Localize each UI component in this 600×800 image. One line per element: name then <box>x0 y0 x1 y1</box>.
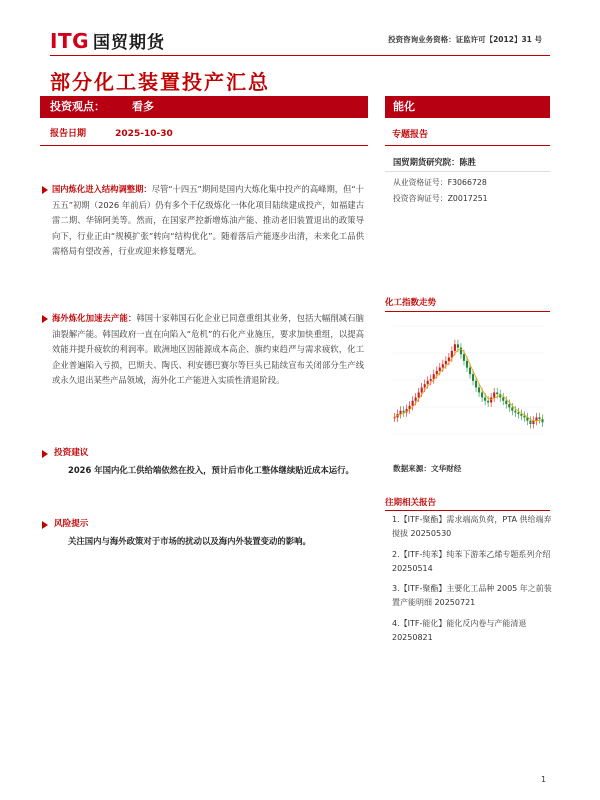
report-type: 专题报告 <box>392 130 429 140</box>
chart-candle <box>439 368 441 371</box>
chart-candle <box>427 381 429 384</box>
paragraph-heading: 海外炼化加速去产能： <box>52 313 137 323</box>
chart-candle <box>403 411 405 413</box>
license-text: 投资咨询业务资格：证监许可【2012】31 号 <box>388 35 542 44</box>
chart-candle <box>418 392 420 397</box>
qualification-label: 从业资格证号： <box>393 178 448 187</box>
sector-label: 能化 <box>393 100 415 113</box>
chart-candle <box>532 421 534 424</box>
paragraph-heading: 国内炼化进入结构调整期： <box>52 184 152 194</box>
company-logo <box>50 28 165 53</box>
qualification-value: F3066728 <box>447 178 487 187</box>
institute-divider <box>385 171 550 172</box>
bullet-icon <box>42 450 48 458</box>
chart-candle <box>505 401 507 404</box>
chart-candle <box>511 407 513 410</box>
paragraph-overseas <box>52 311 364 389</box>
related-list <box>392 513 552 651</box>
chart-candle <box>454 344 456 351</box>
sector-bar <box>385 96 550 118</box>
report-date-label: 报告日期 <box>50 129 87 139</box>
qualification-row <box>393 177 487 188</box>
chart-candle <box>466 361 468 368</box>
related-item[interactable]: 2.【ITF-纯苯】纯苯下游苯乙烯专题系列介绍 20250514 <box>392 549 551 573</box>
bullet-icon <box>42 521 48 529</box>
viewpoint-value: 看多 <box>132 100 154 113</box>
chart-candle <box>415 397 417 400</box>
qualification-label: 投资咨询证号： <box>393 194 448 203</box>
chart-source: 数据来源：文华财经 <box>393 464 462 473</box>
chart-candle <box>442 364 444 367</box>
chart-candle <box>538 417 540 419</box>
chart-candle <box>475 381 477 388</box>
related-item[interactable]: 1.【ITF-聚酯】需求端高负荷，PTA 供给端弃搅拔 20250530 <box>392 515 552 539</box>
related-divider <box>385 510 550 511</box>
chart-candle <box>399 411 401 414</box>
chart-candle <box>448 358 450 361</box>
chart-candle <box>514 411 516 413</box>
viewpoint-label: 投资观点： <box>50 100 105 113</box>
chart-candle <box>484 397 486 400</box>
related-item[interactable]: 4.【ITF-能化】能化反内卷与产能清退 20250821 <box>392 618 527 643</box>
chart-series-line <box>395 349 543 420</box>
bullet-icon <box>42 315 48 323</box>
paragraph-text: 尽管“十四五”期间是国内大炼化集中投产的高峰期，但“十五五”初期（2026 年前后）仍有多个千亿级炼化一体化项目陆续建成投产，如福建古雷二期、华锦阿美等。然而，在国家严控新增炼油产能、推动老旧装置退出的政策导向下，行业正由“规模扩张”转向“结构优化”。随着落后产能逐步出清，未来化工品供需格局有望改善，行业或迎来修复曙光。 <box>52 184 364 256</box>
left-divider <box>40 145 368 146</box>
logo-chinese: 国贸期货 <box>93 33 165 53</box>
page-number: 1 <box>541 775 547 784</box>
risk-title: 风险提示 <box>54 519 89 529</box>
chart-svg <box>385 316 550 444</box>
chart-candle <box>393 417 395 418</box>
page-title: 部分化工装置投产汇总 <box>50 70 270 94</box>
chart-candle <box>508 404 510 407</box>
chart-title: 化工指数走势 <box>385 298 437 308</box>
report-date <box>50 126 173 139</box>
chart-candle <box>502 397 504 400</box>
paragraph-domestic <box>52 182 364 260</box>
qualification-value: Z0017251 <box>447 194 488 203</box>
viewpoint-bar <box>40 96 368 118</box>
qualification-row <box>393 193 488 204</box>
header-divider <box>50 55 550 56</box>
logo-latin: ITG <box>50 28 89 53</box>
chart-candle <box>496 392 498 394</box>
chart-candle <box>481 392 483 397</box>
risk-text: 关注国内与海外政策对于市场的扰动以及海内外装置变动的影响。 <box>68 536 311 546</box>
right-divider <box>385 145 550 146</box>
chart-candle <box>460 348 462 355</box>
chart-candle <box>517 412 519 414</box>
investment-title: 投资建议 <box>54 448 89 458</box>
chart-candle <box>412 401 414 406</box>
bullet-icon <box>42 186 48 194</box>
chart-candle <box>478 387 480 392</box>
chart-candle <box>490 397 492 402</box>
chart-candle <box>541 419 543 422</box>
chart-candle <box>520 414 522 416</box>
chart-candle <box>523 416 525 418</box>
chart-candle <box>493 392 495 397</box>
chart-candle <box>430 379 432 381</box>
investment-text: 2026 年国内化工供给端依然在投入，预计后市化工整体继续贴近成本运行。 <box>68 465 354 475</box>
chart-candle <box>469 368 471 375</box>
paragraph-text: 韩国十家韩国石化企业已同意重组其业务，包括大幅削减石脑油裂解产能。韩国政府一直在向陷入“危机”的石化产业施压，要求加快重组，以提高效能并提升疲软的利润率。欧洲地区因能源成本高企、旗约束趋严与需求疲软，化工企业普遍陷入亏损，巴斯夫、陶氏、利安德巴赛尔等巨头已陆续宣布关闭部分生产线或永久退出某些产品领域，海外化工产能进入实质性清退阶段。 <box>52 313 364 385</box>
chart-candle <box>529 421 531 424</box>
institute-name: 国贸期货研究院：陈胜 <box>393 157 476 167</box>
chart-candle <box>457 344 459 347</box>
related-item[interactable]: 3.【ITF-聚酯】主要化工品种 2005 年之前装置产能明细 20250721 <box>392 584 552 608</box>
chart-candle <box>487 401 489 403</box>
report-date-value: 2025-10-30 <box>115 129 173 139</box>
chart-candle <box>436 371 438 374</box>
chart-candle <box>445 361 447 364</box>
chemical-index-chart <box>385 316 550 444</box>
chart-candle <box>421 387 423 392</box>
chart-divider <box>385 311 550 312</box>
related-title: 往期相关报告 <box>385 498 437 508</box>
chart-candle <box>463 354 465 361</box>
chart-candle <box>472 374 474 381</box>
chart-candle <box>424 384 426 387</box>
